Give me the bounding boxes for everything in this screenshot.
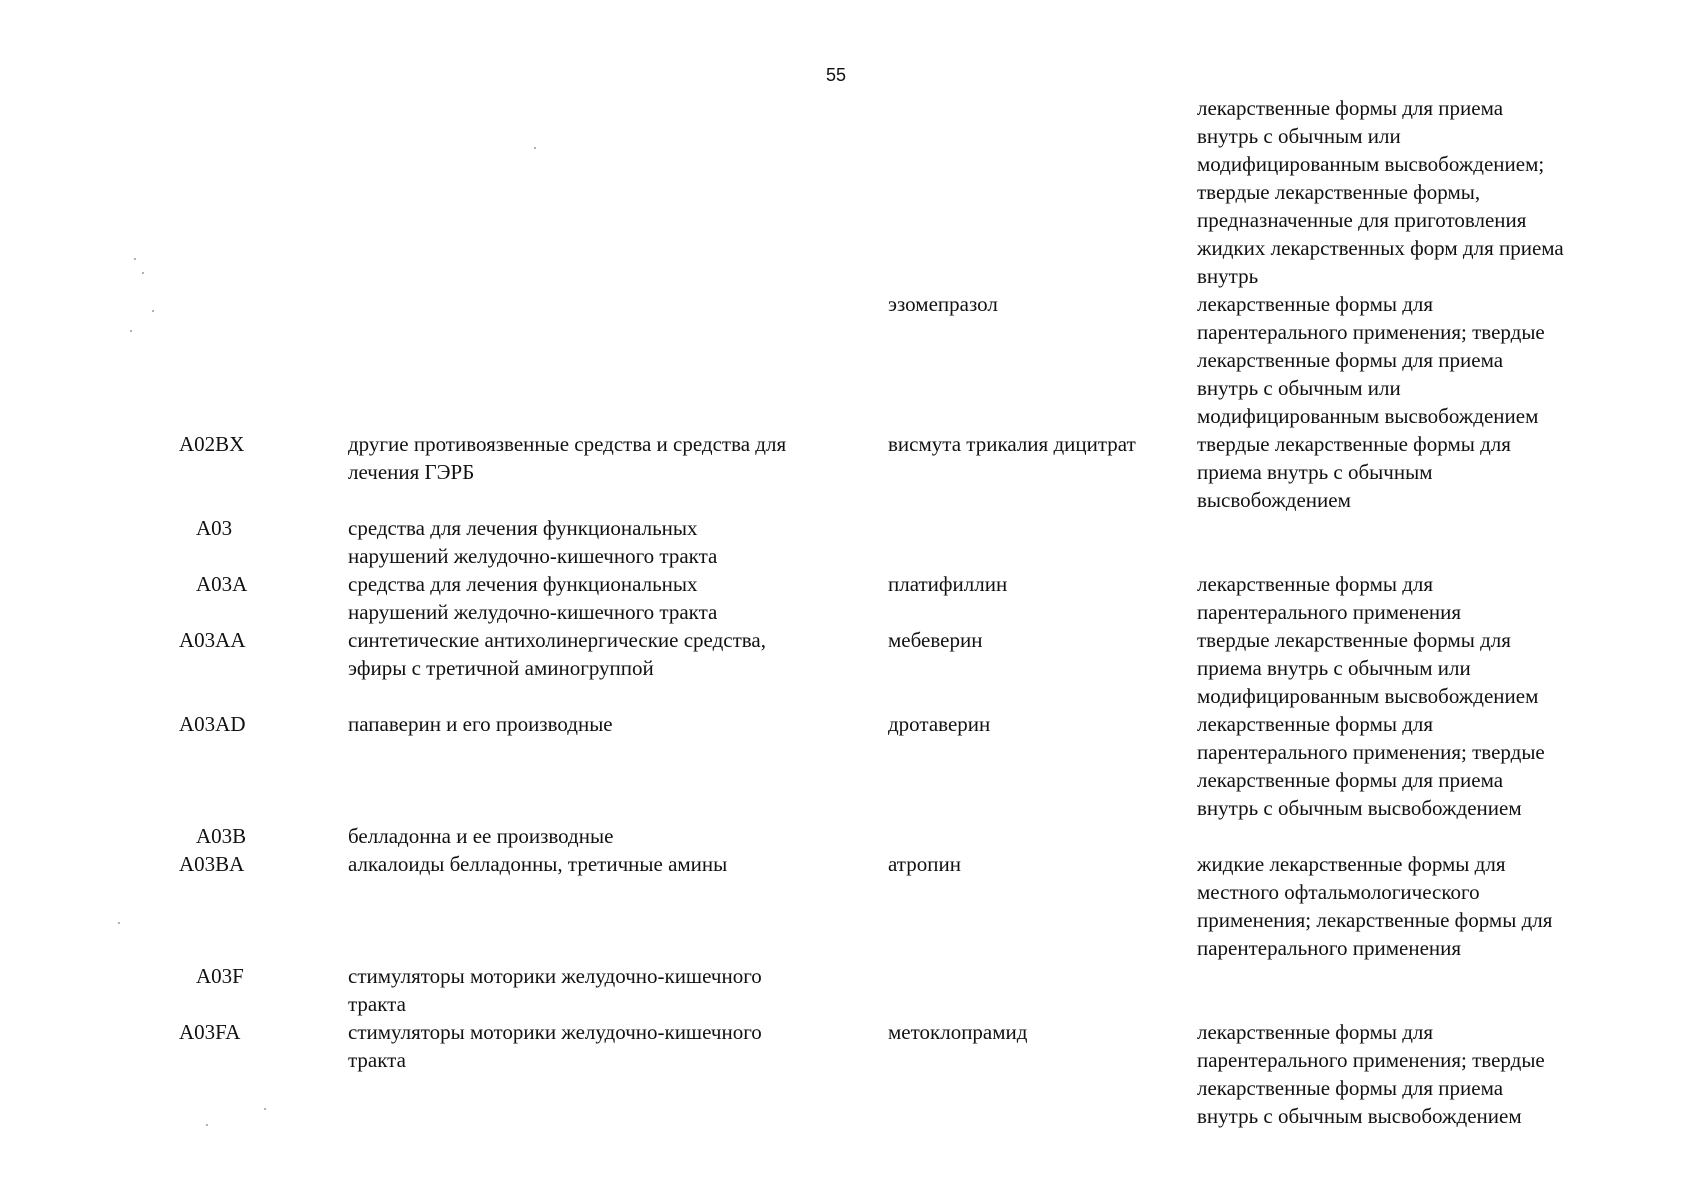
scan-speck: [534, 147, 536, 149]
atc-code-cell: A02BX: [179, 432, 245, 456]
scan-speck: [118, 922, 120, 924]
atc-code-cell: A03FA: [179, 1020, 241, 1044]
group-name-cell: средства для лечения функциональных нарушений желудочно-кишечного тракта: [348, 572, 718, 624]
group-name-cell: другие противоязвенные средства и средства для лечения ГЭРБ: [348, 432, 787, 484]
group-name-cell: средства для лечения функциональных нарушений желудочно-кишечного тракта: [348, 516, 718, 568]
group-name-cell: синтетические антихолинергические средства, эфиры с третичной аминогруппой: [348, 628, 766, 680]
atc-code-cell: A03A: [196, 572, 248, 596]
substance-cell: атропин: [888, 852, 961, 876]
scan-speck: [264, 1108, 266, 1110]
dosage-forms-cell: лекарственные формы для парентерального применения; твердые лекарственные формы для приема внутрь с обычным высвобождением: [1197, 712, 1545, 820]
scan-speck: [152, 310, 154, 312]
substance-cell: эзомепразол: [888, 292, 998, 316]
group-name-cell: стимуляторы моторики желудочно-кишечного тракта: [348, 964, 762, 1016]
scan-speck: [206, 1124, 208, 1126]
group-name-cell: белладонна и ее производные: [348, 824, 614, 848]
group-name-cell: папаверин и его производные: [348, 712, 613, 736]
dosage-forms-cell: лекарственные формы для парентерального применения; твердые лекарственные формы для приема внутрь с обычным или модифицированным высвобождением: [1197, 292, 1545, 428]
dosage-forms-cell: твердые лекарственные формы для приема внутрь с обычным высвобождением: [1197, 432, 1511, 512]
dosage-forms-cell: лекарственные формы для приема внутрь с обычным или модифицированным высвобождением; твердые лекарственные формы, предназначенные для приготовления жидких лекарственных форм для приема внутрь: [1197, 96, 1564, 288]
dosage-forms-cell: твердые лекарственные формы для приема внутрь с обычным или модифицированным высвобождением: [1197, 628, 1539, 708]
scan-speck: [130, 330, 132, 332]
group-name-cell: алкалоиды белладонны, третичные амины: [348, 852, 728, 876]
dosage-forms-cell: лекарственные формы для парентерального применения: [1197, 572, 1462, 624]
scan-speck: [142, 272, 144, 274]
page-number: 55: [826, 65, 847, 85]
scan-speck: [134, 258, 136, 260]
dosage-forms-cell: лекарственные формы для парентерального применения; твердые лекарственные формы для приема внутрь с обычным высвобождением: [1197, 1020, 1545, 1128]
atc-code-cell: A03B: [196, 824, 247, 848]
atc-code-cell: A03BA: [179, 852, 245, 876]
substance-cell: платифиллин: [888, 572, 1008, 596]
substance-cell: висмута трикалия дицитрат: [888, 432, 1136, 456]
substance-cell: дротаверин: [888, 712, 991, 736]
atc-code-cell: A03AD: [179, 712, 246, 736]
substance-cell: метоклопрамид: [888, 1020, 1028, 1044]
dosage-forms-cell: жидкие лекарственные формы для местного офтальмологического применения; лекарственные формы для парентерального применения: [1197, 852, 1553, 960]
atc-code-cell: A03F: [196, 964, 244, 988]
substance-cell: мебеверин: [888, 628, 983, 652]
atc-code-cell: A03: [196, 516, 233, 540]
group-name-cell: стимуляторы моторики желудочно-кишечного тракта: [348, 1020, 762, 1072]
atc-code-cell: A03AA: [179, 628, 246, 652]
